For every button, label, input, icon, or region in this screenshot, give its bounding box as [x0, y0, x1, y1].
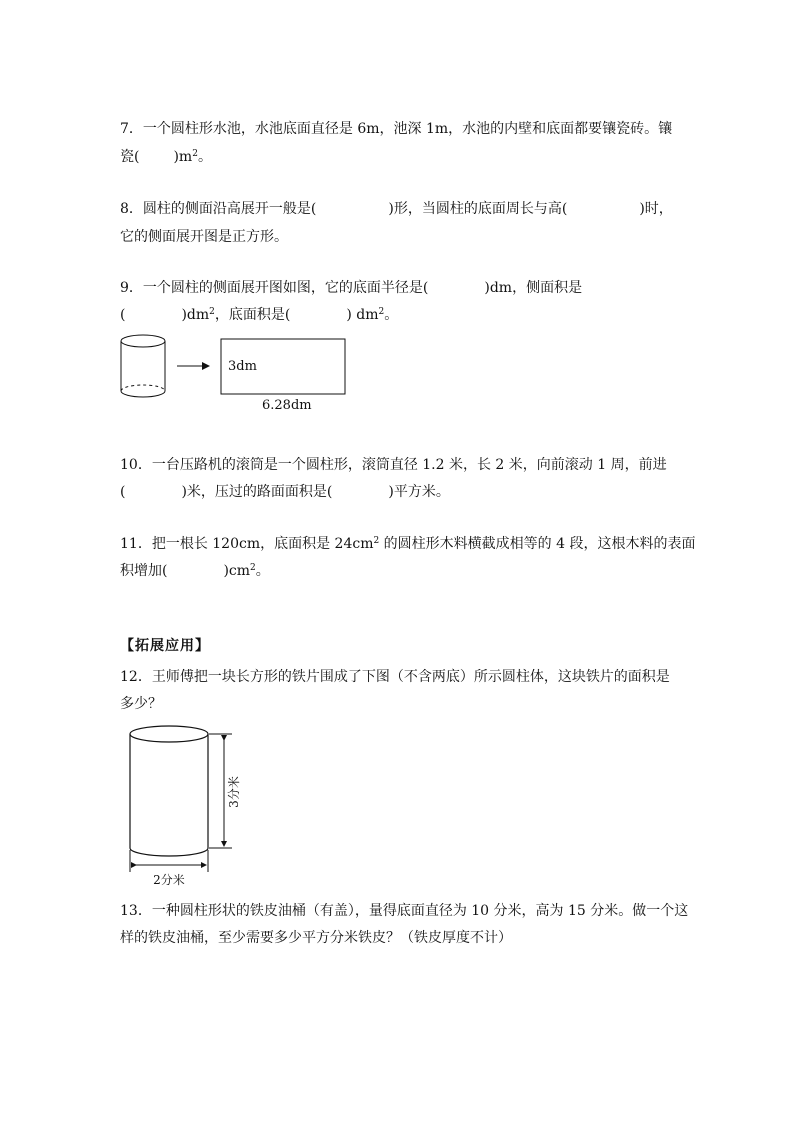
q12-line1: 12．王师傅把一块长方形的铁片围成了下图（不含两底）所示圆柱体，这块铁片的面积是 — [120, 669, 670, 685]
q12-line2: 多少？ — [120, 696, 162, 712]
q13-line2: 样的铁皮油桶，至少需要多少平方分米铁皮？（铁皮厚度不计） — [120, 930, 512, 946]
q9-line2: ( )$dm^2$，底面积是( ) $dm^2$。 — [120, 307, 399, 323]
q11-line2: 积增加( )$cm^2$。 — [120, 563, 270, 579]
q12-cylinder-figure — [130, 726, 208, 856]
q12-cylinder-bottom — [130, 848, 208, 856]
section-title: 【拓展应用】 — [120, 638, 210, 654]
q7-line2: 瓷( )$m^2$。 — [120, 149, 212, 165]
q9-cylinder-top — [121, 335, 165, 347]
q13-line1: 13．一种圆柱形状的铁皮油桶（有盖），量得底面直径为 10 分米，高为 15 分米。做一个这 — [120, 903, 689, 919]
q8-line1: 8．圆柱的侧面沿高展开一般是( )形，当圆柱的底面周长与高( )时， — [120, 201, 673, 217]
q10-line2: ( )米，压过的路面面积是( )平方米。 — [120, 484, 450, 500]
q9-rect-width-label: 6.28dm — [262, 398, 312, 413]
q12-height-label: 3分米 — [227, 776, 241, 808]
q10-line1: 10．一台压路机的滚筒是一个圆柱形，滚筒直径 1.2 米，长 2 米，向前滚动 1 周，前进 — [120, 457, 667, 473]
q9-line1: 9．一个圆柱的侧面展开图如图，它的底面半径是( )dm，侧面积是 — [120, 280, 583, 296]
q9-rect-height-label: 3dm — [228, 359, 257, 374]
q12-cylinder-top — [130, 726, 208, 742]
q12-diameter-label: 2分米 — [153, 873, 185, 887]
q9-cylinder-bottom-back — [121, 385, 165, 391]
q11-line1: 11．把一根长 120cm，底面积是 $24cm^2$ 的圆柱形木料横截成相等的 4 段，这根木料的表面 — [120, 536, 696, 552]
q7-line1: 7．一个圆柱形水池，水池底面直径是 6m，池深 1m，水池的内壁和底面都要镶瓷砖。镶 — [120, 121, 673, 137]
q9-cylinder-bottom-front — [121, 391, 165, 397]
q9-cylinder-figure — [121, 335, 165, 397]
q8-line2: 它的侧面展开图是正方形。 — [120, 229, 288, 245]
